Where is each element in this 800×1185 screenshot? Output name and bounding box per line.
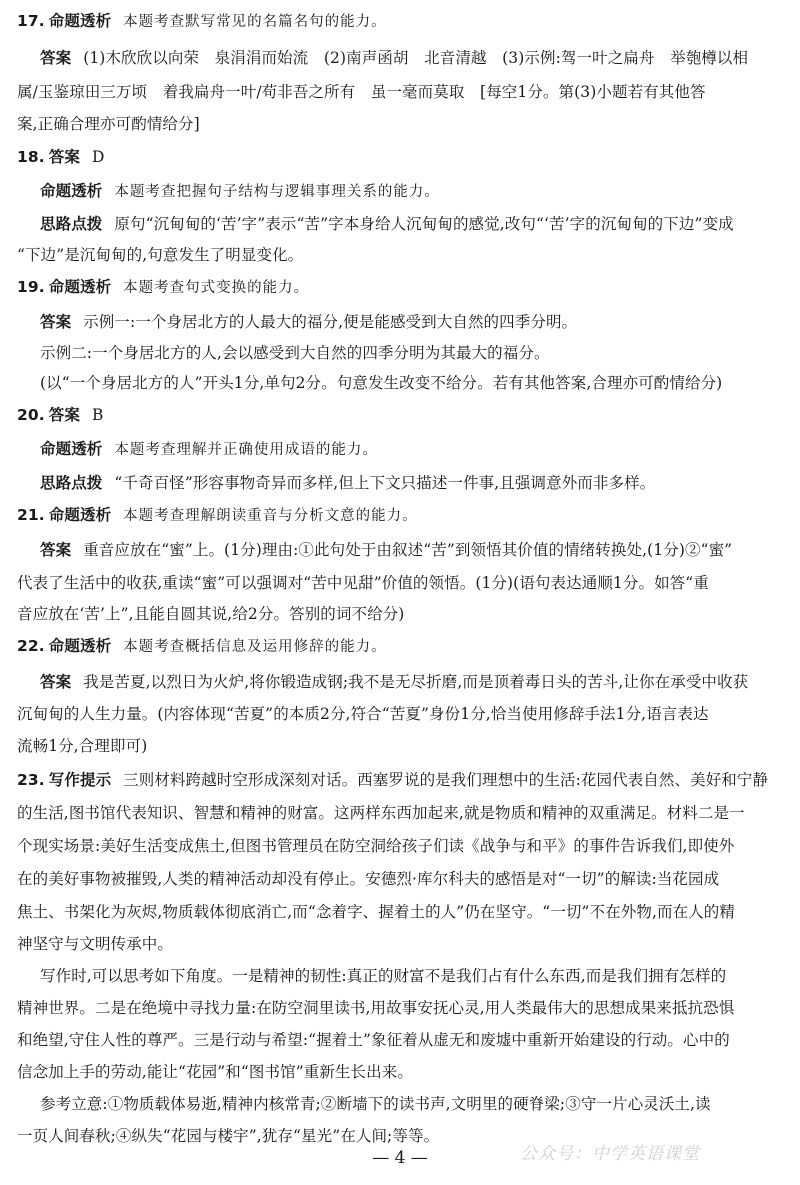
- q18-analysis: 命题透析 本题考查把握句子结构与逻辑事理关系的能力。: [40, 182, 440, 200]
- q18-hint-line-1: 思路点拨 原句“沉甸甸的‘苦’字”表示“苦”字本身给人沉甸甸的感觉,改句“‘苦’字的沉甸甸的下边”变成: [40, 215, 734, 233]
- q17-answer-line-3: 案,正确合理亦可酌情给分]: [17, 115, 200, 133]
- q22-answer-line-2: 沉甸甸的人生力量。(内容体现“苦夏”的本质2分,符合“苦夏”身份1分,恰当使用修辞手法1分,语言表达: [17, 705, 709, 723]
- q23-line-1: 23. 写作提示 三则材料跨越时空形成深刻对话。西塞罗说的是我们理想中的生活:花园代表自然、美好和宁静: [17, 771, 769, 789]
- q20-hint: 思路点拨 “千奇百怪”形容事物奇异而多样,但上下文只描述一件事,且强调意外而非多样。: [40, 474, 656, 492]
- q22-header: 22. 命题透析 本题考查概括信息及运用修辞的能力。: [17, 637, 387, 655]
- page-number: — 4 —: [372, 1148, 428, 1168]
- q19-answer-line-2: 示例二:一个身居北方的人,会以感受到大自然的四季分明为其最大的福分。: [40, 344, 550, 362]
- q18-answer: 18. 答案 D: [17, 148, 105, 166]
- q23-line-4: 在的美好事物被摧毁,人类的精神活动却没有停止。安德烈·库尔科夫的感悟是对“一切”的解读:当花园成: [17, 870, 720, 888]
- q23-line-2: 的生活,图书馆代表知识、智慧和精神的财富。这两样东西加起来,就是物质和精神的双重满足。材料二是一: [17, 804, 745, 822]
- q23-para2-line-3: 和绝望,守住人性的尊严。三是行动与希望:“握着土”象征着从虚无和废墟中重新开始建设的行动。心中的: [17, 1031, 730, 1049]
- q23-para2-line-1: 写作时,可以思考如下角度。一是精神的韧性:真正的财富不是我们占有什么东西,而是我们拥有怎样的: [40, 967, 727, 985]
- q22-answer-line-1: 答案 我是苦夏,以烈日为火炉,将你锻造成钢;我不是无尽折磨,而是顶着毒日头的苦斗,让你在承受中收获: [40, 673, 749, 691]
- q20-analysis: 命题透析 本题考查理解并正确使用成语的能力。: [40, 440, 378, 458]
- q23-line-5: 焦土、书架化为灰烬,物质载体彻底消亡,而“念着字、握着土的人”仍在坚守。“一切”不在外物,而在人的精: [17, 903, 735, 921]
- watermark: 公众号：中学英语课堂: [520, 1144, 700, 1164]
- q23-para3-line-2: 一页人间春秋;④纵失“花园与楼宇”,犹存“星光”在人间;等等。: [17, 1127, 440, 1145]
- q23-para3-line-1: 参考立意:①物质载体易逝,精神内核常青;②断墙下的读书声,文明里的硬脊梁;③守一片心灵沃土,读: [40, 1095, 711, 1113]
- q17-answer-line-2: 属/玉鉴琼田三万顷 着我扁舟一叶/苟非吾之所有 虽一毫而莫取 [每空1分。第(3)小题若有其他答: [17, 83, 706, 101]
- q19-answer-line-3: (以“一个身居北方的人”开头1分,单句2分。句意发生改变不给分。若有其他答案,合理亦可酌情给分): [40, 374, 723, 392]
- q19-header: 19. 命题透析 本题考查句式变换的能力。: [17, 278, 310, 296]
- q19-answer-line-1: 答案 示例一:一个身居北方的人最大的福分,便是能感受到大自然的四季分明。: [40, 313, 578, 331]
- q23-para2-line-4: 信念加上手的劳动,能让“花园”和“图书馆”重新生长出来。: [17, 1063, 413, 1081]
- q23-line-3: 个现实场景:美好生活变成焦土,但图书管理员在防空洞给孩子们读《战争与和平》的事件告诉我们,即使外: [17, 837, 735, 855]
- q21-header: 21. 命题透析 本题考查理解朗读重音与分析文意的能力。: [17, 506, 418, 524]
- q17-header: 17. 命题透析 本题考查默写常见的名篇名句的能力。: [17, 12, 387, 30]
- q23-para2-line-2: 精神世界。二是在绝境中寻找力量:在防空洞里读书,用故事安抚心灵,用人类最伟大的思想成果来抵抗恐惧: [17, 999, 735, 1017]
- q23-line-6: 神坚守与文明传承中。: [17, 935, 174, 953]
- q21-answer-line-3: 音应放在‘苦’上”,且能自圆其说,给2分。答别的词不给分): [17, 605, 405, 623]
- q18-hint-line-2: “下边”是沉甸甸的,句意发生了明显变化。: [17, 246, 304, 264]
- q21-answer-line-2: 代表了生活中的收获,重读“蜜”可以强调对“苦中见甜”价值的领悟。(1分)(语句表达通顺1分。如答“重: [17, 574, 709, 592]
- q20-answer: 20. 答案 B: [17, 406, 104, 424]
- q17-answer-line-1: 答案 (1)木欣欣以向荣 泉涓涓而始流 (2)南声函胡 北音清越 (3)示例:驾一叶之扁舟 举匏樽以相: [40, 49, 749, 67]
- q21-answer-line-1: 答案 重音应放在“蜜”上。(1分)理由:①此句处于由叙述“苦”到领悟其价值的情绪转换处,(1分)②“蜜”: [40, 541, 733, 559]
- q22-answer-line-3: 流畅1分,合理即可): [17, 737, 148, 755]
